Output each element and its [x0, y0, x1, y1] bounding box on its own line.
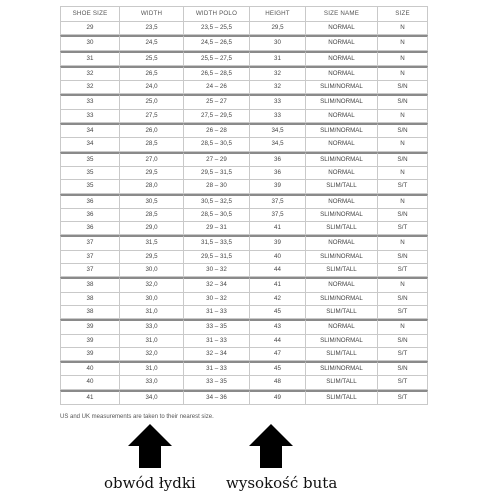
- cell-shoe-size: 36: [60, 222, 120, 235]
- table-row: [60, 348, 428, 361]
- cell-width-polo: 27,5 – 29,5: [184, 110, 250, 123]
- cell-height: 49: [250, 390, 306, 405]
- cell-width: 30,0: [120, 264, 184, 277]
- size-chart-table: [60, 6, 428, 405]
- cell-shoe-size: 33: [60, 94, 120, 109]
- cell-height: 34,5: [250, 138, 306, 151]
- cell-shoe-size: 36: [60, 194, 120, 209]
- cell-width: 31,0: [120, 306, 184, 319]
- table-row: [60, 138, 428, 151]
- cell-height: 33: [250, 94, 306, 109]
- cell-size-name: SLIM/NORMAL: [306, 152, 378, 167]
- table-row: [60, 376, 428, 389]
- cell-width-polo: 28,5 – 30,5: [184, 209, 250, 222]
- cell-size: S/T: [378, 390, 428, 405]
- cell-size: S/N: [378, 335, 428, 348]
- cell-size: S/N: [378, 293, 428, 306]
- cell-width: 31,5: [120, 235, 184, 250]
- cell-shoe-size: 38: [60, 277, 120, 292]
- cell-size: S/T: [378, 376, 428, 389]
- cell-size: S/N: [378, 361, 428, 376]
- cell-width-polo: 30 – 32: [184, 264, 250, 277]
- cell-shoe-size: 40: [60, 361, 120, 376]
- cell-width-polo: 31 – 33: [184, 306, 250, 319]
- cell-size: N: [378, 277, 428, 292]
- table-row: [60, 306, 428, 319]
- cell-width-polo: 25 – 27: [184, 94, 250, 109]
- cell-size-name: SLIM/TALL: [306, 376, 378, 389]
- cell-size: N: [378, 319, 428, 334]
- cell-width-polo: 32 – 34: [184, 348, 250, 361]
- cell-width: 25,5: [120, 51, 184, 66]
- cell-height: 36: [250, 152, 306, 167]
- cell-height: 44: [250, 264, 306, 277]
- cell-width-polo: 27 – 29: [184, 152, 250, 167]
- cell-width: 32,0: [120, 277, 184, 292]
- cell-shoe-size: 32: [60, 81, 120, 94]
- header-size: SIZE: [378, 6, 428, 22]
- cell-size-name: NORMAL: [306, 66, 378, 81]
- cell-height: 36: [250, 167, 306, 180]
- header-width: WIDTH: [120, 6, 184, 22]
- cell-height: 29,5: [250, 22, 306, 35]
- cell-shoe-size: 39: [60, 335, 120, 348]
- cell-size: N: [378, 35, 428, 50]
- cell-width: 29,5: [120, 251, 184, 264]
- cell-shoe-size: 34: [60, 123, 120, 138]
- cell-size: S/N: [378, 123, 428, 138]
- cell-size-name: NORMAL: [306, 194, 378, 209]
- cell-size-name: SLIM/TALL: [306, 264, 378, 277]
- table-row: [60, 209, 428, 222]
- header-shoe-size: SHOE SIZE: [60, 6, 120, 22]
- cell-width: 29,5: [120, 167, 184, 180]
- table-row: [60, 22, 428, 35]
- cell-size: S/T: [378, 264, 428, 277]
- table-row: [60, 319, 428, 334]
- cell-size: N: [378, 235, 428, 250]
- cell-size: N: [378, 167, 428, 180]
- cell-height: 42: [250, 293, 306, 306]
- cell-height: 33: [250, 110, 306, 123]
- cell-size: N: [378, 138, 428, 151]
- cell-height: 37,5: [250, 209, 306, 222]
- cell-width-polo: 26 – 28: [184, 123, 250, 138]
- cell-width-polo: 24 – 26: [184, 81, 250, 94]
- cell-shoe-size: 35: [60, 180, 120, 193]
- cell-height: 39: [250, 235, 306, 250]
- cell-width-polo: 24,5 – 26,5: [184, 35, 250, 50]
- cell-size-name: SLIM/TALL: [306, 348, 378, 361]
- cell-width: 30,0: [120, 293, 184, 306]
- table-row: [60, 51, 428, 66]
- table-row: [60, 251, 428, 264]
- table-body: [60, 22, 428, 405]
- cell-size-name: SLIM/NORMAL: [306, 81, 378, 94]
- cell-width: 27,5: [120, 110, 184, 123]
- cell-size-name: NORMAL: [306, 167, 378, 180]
- cell-shoe-size: 29: [60, 22, 120, 35]
- cell-size: S/T: [378, 348, 428, 361]
- cell-width-polo: 31,5 – 33,5: [184, 235, 250, 250]
- cell-width-polo: 33 – 35: [184, 376, 250, 389]
- cell-shoe-size: 33: [60, 110, 120, 123]
- header-size-name: SIZE NAME: [306, 6, 378, 22]
- table-row: [60, 361, 428, 376]
- cell-shoe-size: 31: [60, 51, 120, 66]
- cell-size: S/N: [378, 81, 428, 94]
- cell-width-polo: 32 – 34: [184, 277, 250, 292]
- cell-width-polo: 31 – 33: [184, 335, 250, 348]
- cell-size: N: [378, 51, 428, 66]
- cell-width: 28,5: [120, 209, 184, 222]
- cell-shoe-size: 37: [60, 251, 120, 264]
- header-height: HEIGHT: [250, 6, 306, 22]
- cell-height: 48: [250, 376, 306, 389]
- cell-size: S/N: [378, 251, 428, 264]
- cell-width: 24,0: [120, 81, 184, 94]
- cell-size-name: SLIM/NORMAL: [306, 335, 378, 348]
- cell-size: S/T: [378, 306, 428, 319]
- cell-size-name: NORMAL: [306, 319, 378, 334]
- cell-height: 32: [250, 66, 306, 81]
- cell-width: 31,0: [120, 335, 184, 348]
- cell-width-polo: 25,5 – 27,5: [184, 51, 250, 66]
- cell-width: 32,0: [120, 348, 184, 361]
- table-row: [60, 264, 428, 277]
- cell-width: 28,0: [120, 180, 184, 193]
- cell-height: 40: [250, 251, 306, 264]
- cell-height: 37,5: [250, 194, 306, 209]
- cell-shoe-size: 30: [60, 35, 120, 50]
- cell-size-name: SLIM/NORMAL: [306, 293, 378, 306]
- cell-width: 23,5: [120, 22, 184, 35]
- table-row: [60, 293, 428, 306]
- cell-size: N: [378, 22, 428, 35]
- cell-size-name: SLIM/TALL: [306, 306, 378, 319]
- cell-width-polo: 30 – 32: [184, 293, 250, 306]
- cell-width-polo: 23,5 – 25,5: [184, 22, 250, 35]
- cell-width: 30,5: [120, 194, 184, 209]
- cell-shoe-size: 36: [60, 209, 120, 222]
- table-row: [60, 167, 428, 180]
- cell-size-name: SLIM/NORMAL: [306, 94, 378, 109]
- cell-height: 39: [250, 180, 306, 193]
- header-width-polo: WIDTH POLO: [184, 6, 250, 22]
- cell-size-name: NORMAL: [306, 277, 378, 292]
- table-row: [60, 152, 428, 167]
- table-row: [60, 94, 428, 109]
- cell-height: 43: [250, 319, 306, 334]
- calf-circumference-caption: obwód łydki: [104, 474, 196, 492]
- table-row: [60, 81, 428, 94]
- cell-width: 26,5: [120, 66, 184, 81]
- table-row: [60, 110, 428, 123]
- cell-shoe-size: 41: [60, 390, 120, 405]
- cell-size: N: [378, 194, 428, 209]
- cell-height: 34,5: [250, 123, 306, 138]
- cell-size-name: SLIM/TALL: [306, 222, 378, 235]
- cell-width: 29,0: [120, 222, 184, 235]
- cell-shoe-size: 40: [60, 376, 120, 389]
- cell-shoe-size: 37: [60, 264, 120, 277]
- cell-width-polo: 31 – 33: [184, 361, 250, 376]
- cell-width-polo: 29,5 – 31,5: [184, 167, 250, 180]
- cell-height: 45: [250, 361, 306, 376]
- table-row: [60, 194, 428, 209]
- cell-shoe-size: 39: [60, 319, 120, 334]
- cell-height: 41: [250, 277, 306, 292]
- cell-size-name: NORMAL: [306, 35, 378, 50]
- cell-size-name: NORMAL: [306, 51, 378, 66]
- table-row: [60, 35, 428, 50]
- cell-shoe-size: 39: [60, 348, 120, 361]
- cell-size-name: SLIM/TALL: [306, 180, 378, 193]
- cell-width-polo: 29,5 – 31,5: [184, 251, 250, 264]
- cell-height: 44: [250, 335, 306, 348]
- cell-size-name: NORMAL: [306, 110, 378, 123]
- cell-size-name: NORMAL: [306, 235, 378, 250]
- cell-width: 33,0: [120, 376, 184, 389]
- arrow-up-icon: [128, 424, 172, 468]
- cell-height: 31: [250, 51, 306, 66]
- cell-height: 45: [250, 306, 306, 319]
- cell-size-name: SLIM/TALL: [306, 390, 378, 405]
- table-row: [60, 277, 428, 292]
- cell-size-name: NORMAL: [306, 22, 378, 35]
- cell-width: 28,5: [120, 138, 184, 151]
- cell-size-name: SLIM/NORMAL: [306, 209, 378, 222]
- cell-height: 30: [250, 35, 306, 50]
- cell-width: 26,0: [120, 123, 184, 138]
- cell-width-polo: 30,5 – 32,5: [184, 194, 250, 209]
- cell-shoe-size: 38: [60, 293, 120, 306]
- cell-shoe-size: 32: [60, 66, 120, 81]
- arrow-up-icon: [249, 424, 293, 468]
- cell-height: 41: [250, 222, 306, 235]
- table-row: [60, 235, 428, 250]
- cell-size: S/N: [378, 152, 428, 167]
- table-row: [60, 66, 428, 81]
- cell-height: 32: [250, 81, 306, 94]
- cell-width-polo: 26,5 – 28,5: [184, 66, 250, 81]
- cell-shoe-size: 34: [60, 138, 120, 151]
- cell-shoe-size: 35: [60, 152, 120, 167]
- cell-size: N: [378, 66, 428, 81]
- footnote: US and UK measurements are taken to their nearest size.: [60, 414, 214, 420]
- cell-shoe-size: 38: [60, 306, 120, 319]
- table-row: [60, 123, 428, 138]
- cell-width-polo: 28,5 – 30,5: [184, 138, 250, 151]
- cell-height: 47: [250, 348, 306, 361]
- cell-width: 24,5: [120, 35, 184, 50]
- cell-width: 25,0: [120, 94, 184, 109]
- cell-width-polo: 33 – 35: [184, 319, 250, 334]
- cell-size: S/T: [378, 222, 428, 235]
- cell-size-name: SLIM/NORMAL: [306, 251, 378, 264]
- cell-width-polo: 29 – 31: [184, 222, 250, 235]
- cell-size: S/N: [378, 94, 428, 109]
- cell-size-name: SLIM/NORMAL: [306, 361, 378, 376]
- cell-width: 31,0: [120, 361, 184, 376]
- table-row: [60, 335, 428, 348]
- cell-width-polo: 34 – 36: [184, 390, 250, 405]
- cell-width: 33,0: [120, 319, 184, 334]
- table-row: [60, 180, 428, 193]
- cell-width-polo: 28 – 30: [184, 180, 250, 193]
- cell-width: 34,0: [120, 390, 184, 405]
- header-row: [60, 6, 428, 22]
- cell-size: S/T: [378, 180, 428, 193]
- cell-size: N: [378, 110, 428, 123]
- cell-size-name: NORMAL: [306, 138, 378, 151]
- table-row: [60, 222, 428, 235]
- boot-height-caption: wysokość buta: [226, 474, 338, 492]
- cell-width: 27,0: [120, 152, 184, 167]
- cell-shoe-size: 35: [60, 167, 120, 180]
- cell-size-name: SLIM/NORMAL: [306, 123, 378, 138]
- cell-shoe-size: 37: [60, 235, 120, 250]
- cell-size: S/N: [378, 209, 428, 222]
- table-row: [60, 390, 428, 405]
